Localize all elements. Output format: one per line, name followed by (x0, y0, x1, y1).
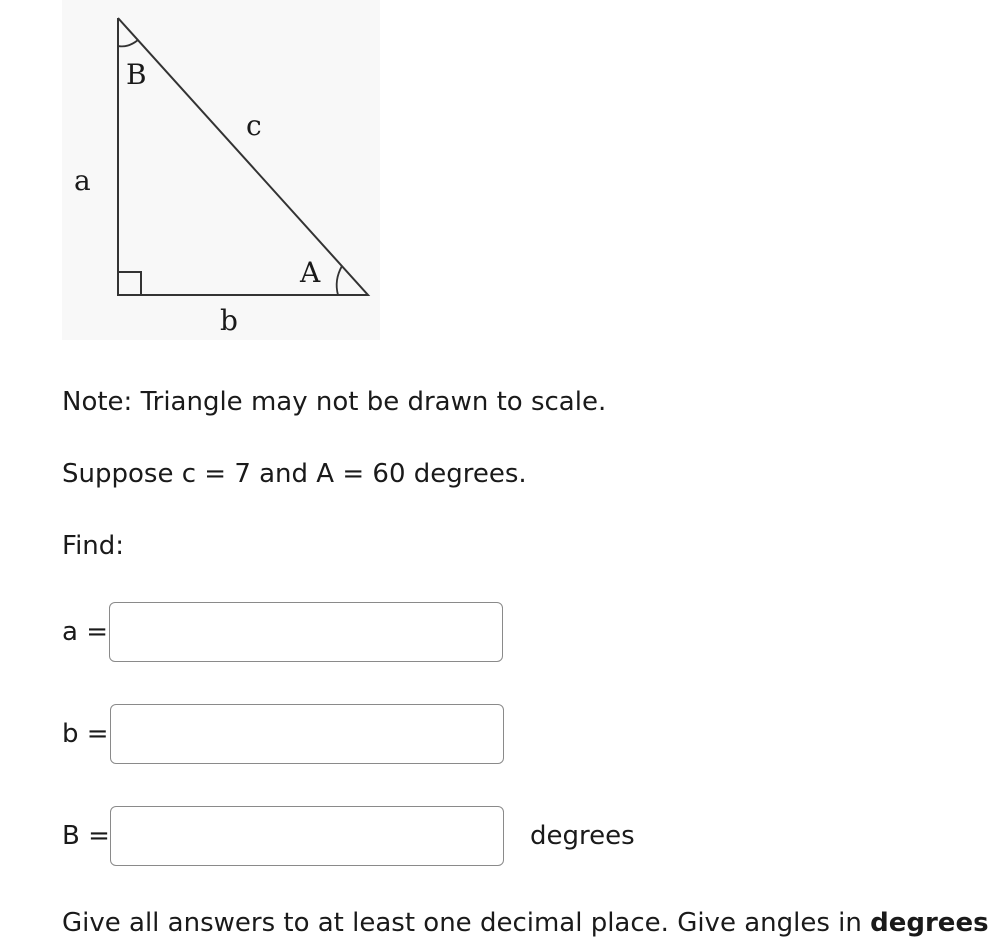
answer-angle-b-label: B = (62, 821, 110, 851)
angle-b-arc (118, 40, 138, 46)
answer-b-input[interactable] (110, 704, 504, 764)
instructions-degrees-bold: degrees (870, 908, 989, 938)
instructions (62, 910, 989, 936)
answer-b-label: b = (62, 719, 109, 749)
answer-angle-b-input[interactable] (110, 806, 504, 866)
side-c-label: c (246, 109, 262, 142)
degrees-unit-label: degrees (530, 821, 635, 851)
problem-statement: Suppose c = 7 and A = 60 degrees. (62, 459, 527, 489)
scale-note: Note: Triangle may not be drawn to scale. (62, 387, 607, 417)
right-angle-marker (118, 272, 141, 295)
find-heading: Find: (62, 531, 125, 561)
triangle-diagram (62, 0, 380, 340)
answer-a-input[interactable] (109, 602, 503, 662)
vertex-b-label: B (126, 58, 147, 91)
side-a-label: a (74, 164, 91, 197)
triangle-figure (62, 0, 380, 340)
instructions-text: Give all answers to at least one decimal place. Give angles in (62, 908, 871, 938)
triangle-outline (118, 18, 368, 295)
answer-a-label: a = (62, 617, 108, 647)
side-b-label: b (220, 304, 238, 337)
vertex-a-label: A (300, 256, 321, 289)
angle-a-arc (337, 266, 342, 295)
